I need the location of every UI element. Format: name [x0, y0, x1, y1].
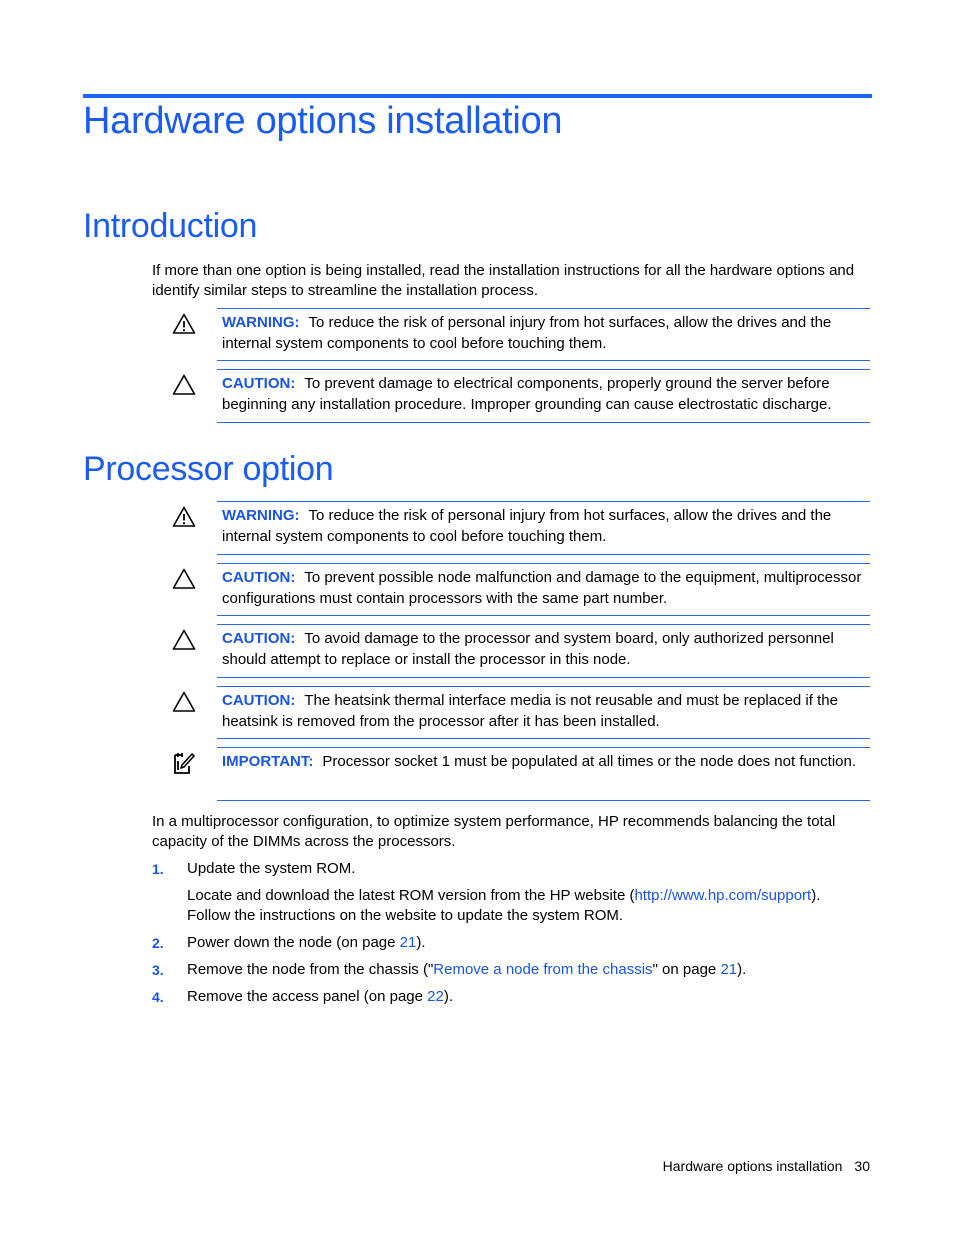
notice-text: To reduce the risk of personal injury from hot surfaces, allow the drives and the internal system components to cool before touching them. — [222, 314, 832, 352]
hp-support-link[interactable]: http://www.hp.com/support — [634, 887, 812, 904]
step-text: Power down the node (on page 21). — [187, 934, 426, 951]
chapter-title: Hardware options installation — [83, 100, 563, 142]
step-text: Update the system ROM. — [187, 860, 356, 877]
section-heading-processor-option: Processor option — [83, 450, 334, 488]
step-number: 1. — [152, 861, 164, 877]
notice-label: CAUTION: — [222, 692, 296, 709]
important-note-icon — [172, 751, 196, 775]
processor-warning-notice — [217, 501, 870, 555]
notice-text: Processor socket 1 must be populated at all times or the node does not function. — [322, 753, 857, 770]
notice-text: To reduce the risk of personal injury from hot surfaces, allow the drives and the internal system components to cool before touching them. — [222, 507, 832, 545]
notice-label: CAUTION: — [222, 569, 296, 586]
processor-caution-notice-1 — [217, 563, 870, 616]
page-link-22[interactable]: 22 — [427, 988, 444, 1005]
page-link-21[interactable]: 21 — [720, 961, 738, 978]
intro-warning-notice — [217, 308, 870, 361]
step-text: Remove the node from the chassis ("Remove a node from the chassis" on page 21). — [187, 961, 747, 978]
caution-triangle-icon — [172, 628, 196, 652]
footer-page-number: 30 — [854, 1158, 870, 1174]
processor-caution-notice-2 — [217, 624, 870, 678]
footer-section-title: Hardware options installation — [662, 1158, 843, 1174]
notice-text: To prevent possible node malfunction and damage to the equipment, multiprocessor configurations must contain processors with the same part number. — [222, 569, 862, 607]
page-link-21[interactable]: 21 — [399, 934, 417, 951]
section-heading-introduction: Introduction — [83, 207, 258, 245]
notice-label: WARNING: — [222, 507, 300, 524]
step-text: Remove the access panel (on page 22). — [187, 988, 454, 1005]
chapter-top-rule — [83, 94, 872, 98]
intro-paragraph: If more than one option is being installed, read the installation instructions for all the hardware options and identify similar steps to streamline the installation process. — [152, 262, 855, 299]
step-number: 2. — [152, 935, 164, 951]
notice-label: IMPORTANT: — [222, 753, 314, 770]
warning-triangle-icon — [172, 505, 196, 529]
step-number: 3. — [152, 962, 164, 978]
caution-triangle-icon — [172, 690, 196, 714]
notice-label: WARNING: — [222, 314, 300, 331]
processor-paragraph: In a multiprocessor configuration, to optimize system performance, HP recommends balancing the total capacity of the DIMMs across the processors. — [152, 813, 836, 850]
notice-text: To prevent damage to electrical components, properly ground the server before beginning any installation procedure. Improper grounding can cause electrostatic discharge. — [222, 375, 832, 413]
step-number: 4. — [152, 989, 164, 1005]
caution-triangle-icon — [172, 373, 196, 397]
caution-triangle-icon — [172, 567, 196, 591]
remove-node-link[interactable]: Remove a node from the chassis — [433, 961, 653, 978]
processor-caution-notice-3 — [217, 686, 870, 739]
warning-triangle-icon — [172, 312, 196, 336]
notice-text: The heatsink thermal interface media is not reusable and must be replaced if the heatsink is removed from the processor after it has been installed. — [222, 692, 838, 730]
intro-caution-notice — [217, 369, 870, 423]
notice-label: CAUTION: — [222, 375, 296, 392]
step-1-detail: Locate and download the latest ROM version from the HP website (http://www.hp.com/support). Follow the instructions on the website to update the system ROM. — [187, 887, 821, 924]
notice-label: CAUTION: — [222, 630, 296, 647]
notice-text: To avoid damage to the processor and system board, only authorized personnel should attempt to replace or install the processor in this node. — [222, 630, 834, 668]
processor-important-notice — [217, 747, 870, 801]
page-footer — [663, 1158, 870, 1174]
